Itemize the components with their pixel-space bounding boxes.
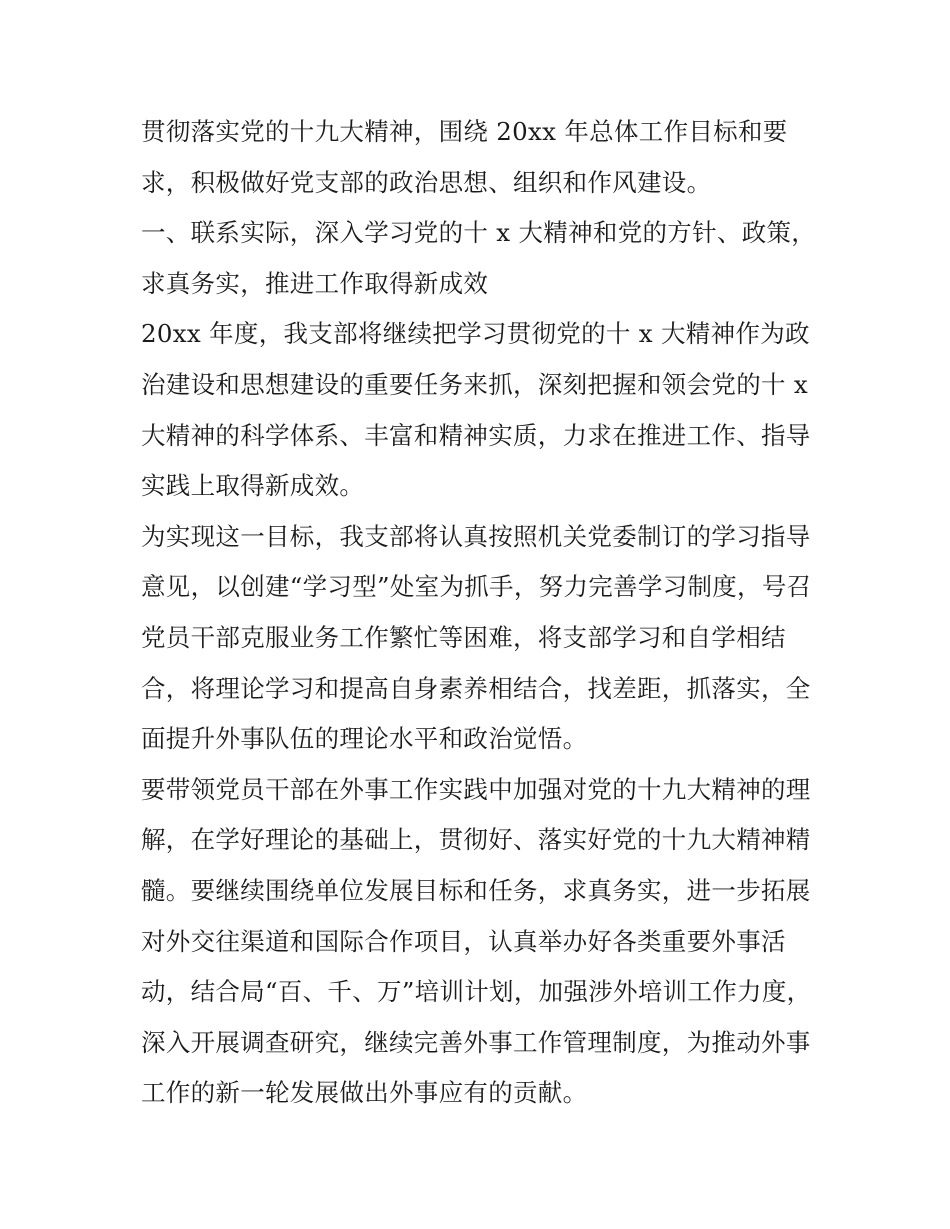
text-line: 要带领党员干部在外事工作实践中加强对党的十九大精神的理 [141,774,811,804]
text-line: 合，将理论学习和提高自身素养相结合，找差距，抓落实，全 [141,673,811,703]
text-line: 党员干部克服业务工作繁忙等困难，将支部学习和自学相结 [141,622,786,652]
text-line: 面提升外事队伍的理论水平和政治觉悟。 [141,724,588,754]
section-heading-line: 求真务实，推进工作取得新成效 [141,268,489,298]
text-line: 解，在学好理论的基础上，贯彻好、落实好党的十九大精神精 [141,825,811,855]
text-line: 动，结合局“百、千、万”培训计划，加强涉外培训工作力度， [141,977,812,1007]
document-body [141,107,821,1119]
text-line: 治建设和思想建设的重要任务来抓，深刻把握和领会党的十 x [141,369,809,399]
text-line: 20xx 年度，我支部将继续把学习贯彻党的十 x 大精神作为政 [141,319,810,349]
text-line: 实践上取得新成效。 [141,471,365,501]
text-line: 大精神的科学体系、丰富和精神实质，力求在推进工作、指导 [141,420,811,450]
text-line: 髓。要继续围绕单位发展目标和任务，求真务实，进一步拓展 [141,875,811,905]
text-line: 贯彻落实党的十九大精神，围绕 20xx 年总体工作目标和要 [141,117,788,146]
text-line: 工作的新一轮发展做出外事应有的贡献。 [141,1078,588,1108]
text-line: 深入开展调查研究，继续完善外事工作管理制度，为推动外事 [141,1027,811,1057]
section-heading-line: 一、联系实际，深入学习党的十 x 大精神和党的方针、政策， [141,218,817,248]
text-line: 求，积极做好党支部的政治思想、组织和作风建设。 [141,167,712,197]
text-line: 为实现这一目标，我支部将认真按照机关党委制订的学习指导 [141,521,811,551]
text-line: 意见，以创建“学习型”处室为抓手，努力完善学习制度，号召 [141,572,812,602]
text-line: 对外交往渠道和国际合作项目，认真举办好各类重要外事活 [141,926,786,956]
